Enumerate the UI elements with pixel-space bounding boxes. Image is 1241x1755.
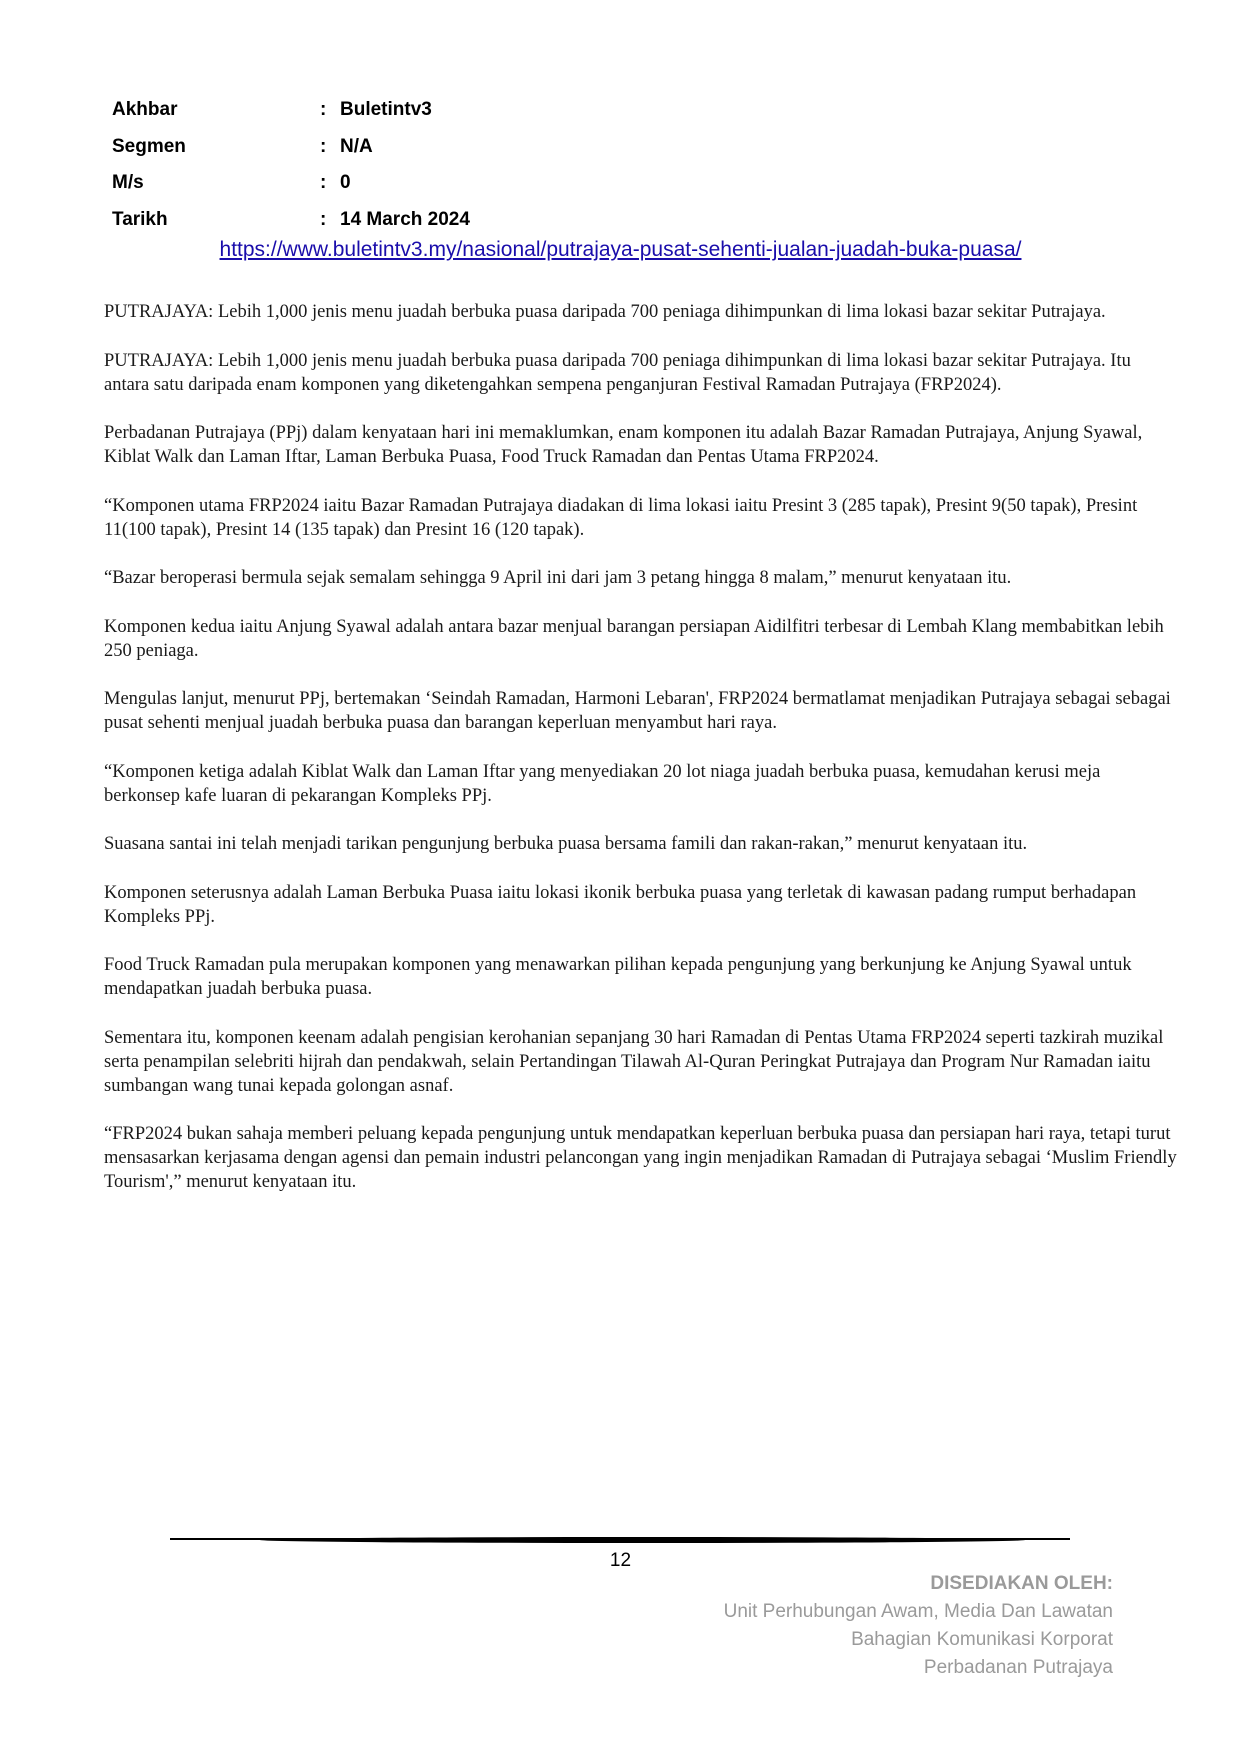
metadata-value: Buletintv3 [340, 99, 432, 121]
article-paragraph: Sementara itu, komponen keenam adalah pengisian kerohanian sepanjang 30 hari Ramadan di Pentas Utama FRP2024 seperti tazkirah muzikal serta penampilan selebriti hijrah dan pendakwah, selain Pertandingan Tilawah Al-Quran Peringkat Putrajaya dan Program Nur Ramadan iaitu sumbangan wang tunai kepada golongan asnaf. [104, 1027, 1164, 1096]
article-paragraph: “Komponen utama FRP2024 iaitu Bazar Ramadan Putrajaya diadakan di lima lokasi iaitu Presint 3 (285 tapak), Presint 9(50 tapak), Presint 11(100 tapak), Presint 14 (135 tapak) dan Presint 16 (120 tapak). [104, 495, 1138, 540]
article-paragraph: Komponen kedua iaitu Anjung Syawal adalah antara bazar menjual barangan persiapan Aidilfitri terbesar di Lembah Klang membabitkan lebih 250 peniaga. [104, 616, 1164, 661]
prepared-by-line: Perbadanan Putrajaya [923, 1657, 1113, 1678]
metadata-label: Akhbar [112, 99, 178, 121]
footer-divider [170, 1537, 1070, 1543]
prepared-by-block [724, 1570, 1113, 1682]
metadata-label: Segmen [112, 135, 186, 157]
article-paragraph: Food Truck Ramadan pula merupakan komponen yang menawarkan pilihan kepada pengunjung yang berkunjung ke Anjung Syawal untuk mendapatkan juadah berbuka puasa. [104, 955, 1132, 999]
metadata-table [112, 92, 470, 238]
article-paragraph: PUTRAJAYA: Lebih 1,000 jenis menu juadah berbuka puasa daripada 700 peniaga dihimpunkan di lima lokasi bazar sekitar Putrajaya. [104, 302, 1106, 322]
article-paragraph: Komponen seterusnya adalah Laman Berbuka Puasa iaitu lokasi ikonik berbuka puasa yang terletak di kawasan padang rumput berhadapan Kompleks PPj. [104, 882, 1137, 927]
article-paragraph: PUTRAJAYA: Lebih 1,000 jenis menu juadah berbuka puasa daripada 700 peniaga dihimpunkan di lima lokasi bazar sekitar Putrajaya. Itu antara satu daripada enam komponen yang diketengahkan sempena penganjuran Festival Ramadan Putrajaya (FRP2024). [104, 350, 1131, 395]
metadata-value: 0 [340, 172, 351, 194]
metadata-row-ms [112, 165, 470, 202]
article-paragraph: “FRP2024 bukan sahaja memberi peluang kepada pengunjung untuk mendapatkan keperluan berbuka puasa dan persiapan hari raya, tetapi turut mensasarkan kerjasama dengan agensi dan pemain industri pelancongan yang ingin menjadikan Ramadan di Putrajaya sebagai ‘Muslim Friendly Tourism',” menurut kenyataan itu. [104, 1124, 1177, 1192]
metadata-value: N/A [340, 135, 373, 157]
metadata-row-akhbar [112, 92, 470, 129]
metadata-separator: : [320, 172, 327, 194]
article-paragraph: Mengulas lanjut, menurut PPj, bertemakan ‘Seindah Ramadan, Harmoni Lebaran', FRP2024 bermatlamat menjadikan Putrajaya sebagai sebagai pusat sehenti menjual juadah berbuka puasa dan barangan keperluan menyambut hari raya. [104, 689, 1171, 733]
metadata-separator: : [320, 208, 327, 230]
metadata-separator: : [320, 99, 327, 121]
article-body [104, 300, 1179, 1219]
metadata-value: 14 March 2024 [340, 208, 470, 230]
metadata-label: Tarikh [112, 208, 168, 230]
prepared-by-label: DISEDIAKAN OLEH: [930, 1573, 1113, 1594]
metadata-row-tarikh [112, 202, 470, 239]
page-number: 12 [609, 1550, 632, 1571]
article-paragraph: Suasana santai ini telah menjadi tarikan pengunjung berbuka puasa bersama famili dan rakan-rakan,” menurut kenyataan itu. [104, 834, 1028, 854]
prepared-by-line: Unit Perhubungan Awam, Media Dan Lawatan [723, 1601, 1113, 1622]
article-paragraph: “Komponen ketiga adalah Kiblat Walk dan Laman Iftar yang menyediakan 20 lot niaga juadah berbuka puasa, kemudahan kerusi meja berkonsep kafe luaran di pekarangan Kompleks PPj. [104, 761, 1101, 806]
metadata-row-segmen [112, 129, 470, 166]
source-link[interactable]: https://www.buletintv3.my/nasional/putrajaya-pusat-sehenti-jualan-juadah-buka-puasa/ [219, 238, 1022, 261]
article-paragraph: Perbadanan Putrajaya (PPj) dalam kenyataan hari ini memaklumkan, enam komponen itu adalah Bazar Ramadan Putrajaya, Anjung Syawal, Kiblat Walk dan Laman Iftar, Laman Berbuka Puasa, Food Truck Ramadan dan Pentas Utama FRP2024. [104, 423, 1143, 467]
article-paragraph: “Bazar beroperasi bermula sejak semalam sehingga 9 April ini dari jam 3 petang hingga 8 malam,” menurut kenyataan itu. [104, 568, 1012, 588]
metadata-separator: : [320, 135, 327, 157]
prepared-by-line: Bahagian Komunikasi Korporat [851, 1629, 1113, 1650]
metadata-label: M/s [112, 172, 144, 194]
